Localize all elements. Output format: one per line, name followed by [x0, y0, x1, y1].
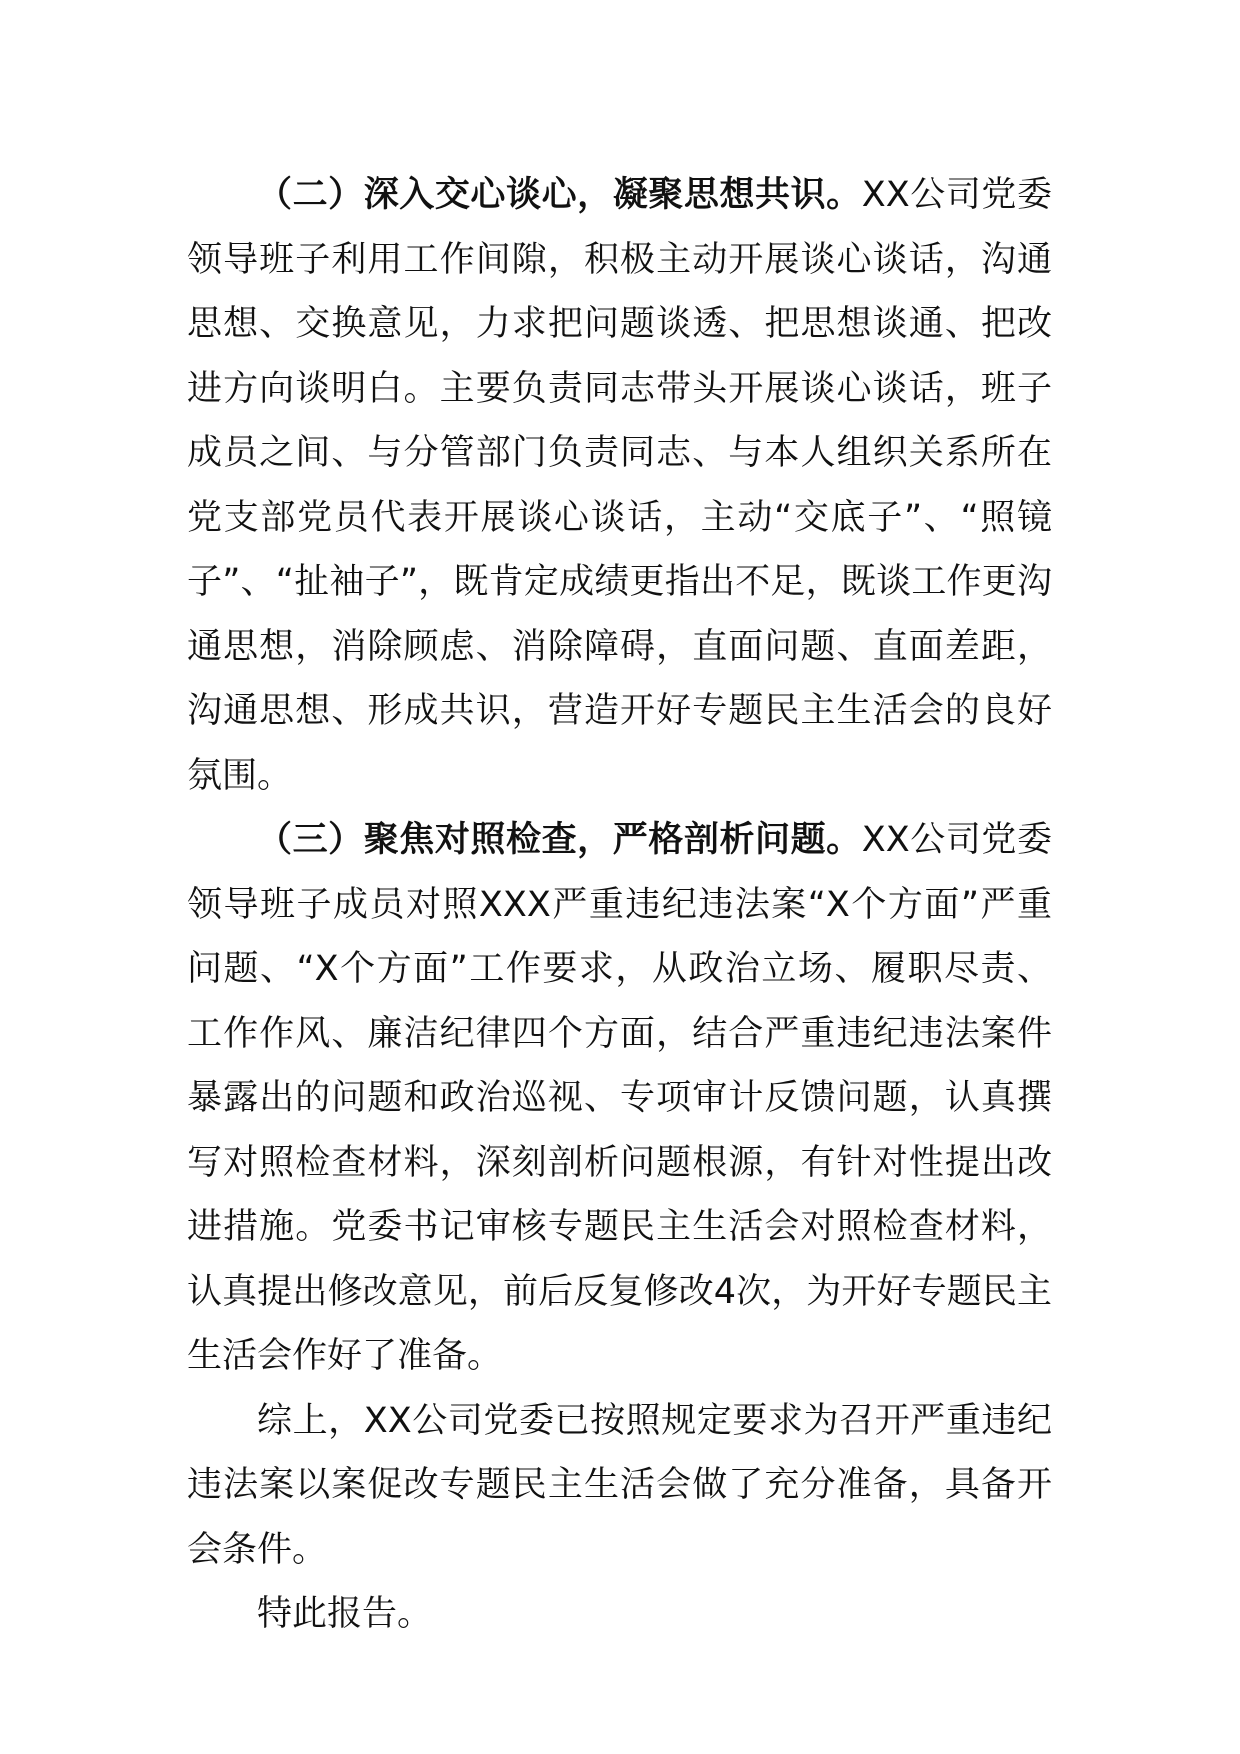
document-body — [187, 163, 1052, 1647]
section-heading-3: （三）聚焦对照检查，严格剖析问题。 — [257, 820, 862, 860]
paragraph-text: 综上，XX公司党委已按照规定要求为召开严重违纪违法案以案促改专题民主生活会做了充分准备，具备开会条件。 — [187, 1400, 1052, 1570]
paragraph-text: XX公司党委领导班子成员对照XXX严重违纪违法案“X个方面”严重问题、“X个方面”工作要求，从政治立场、履职尽责、工作作风、廉洁纪律四个方面，结合严重违纪违法案件暴露出的问题和政治巡视、专项审计反馈问题，认真撰写对照检查材料，深刻剖析问题根源，有针对性提出改进措施。党委书记审核专题民主生活会对照检查材料，认真提出修改意见，前后反复修改4次，为开好专题民主生活会作好了准备。 — [187, 820, 1052, 1376]
paragraph-talk-heart-to-heart — [187, 163, 1052, 808]
paragraph-summary — [187, 1389, 1052, 1583]
closing-text: 特此报告。 — [257, 1594, 433, 1634]
paragraph-closing — [187, 1582, 1052, 1647]
paragraph-self-examination — [187, 808, 1052, 1389]
paragraph-text: XX公司党委领导班子利用工作间隙，积极主动开展谈心谈话，沟通思想、交换意见，力求把问题谈透、把思想谈通、把改进方向谈明白。主要负责同志带头开展谈心谈话，班子成员之间、与分管部门负责同志、与本人组织关系所在党支部党员代表开展谈心谈话，主动“交底子”、“照镜子”、“扯袖子”，既肯定成绩更指出不足，既谈工作更沟通思想，消除顾虑、消除障碍，直面问题、直面差距，沟通思想、形成共识，营造开好专题民主生活会的良好氛围。 — [187, 175, 1052, 796]
section-heading-2: （二）深入交心谈心，凝聚思想共识。 — [257, 175, 862, 215]
